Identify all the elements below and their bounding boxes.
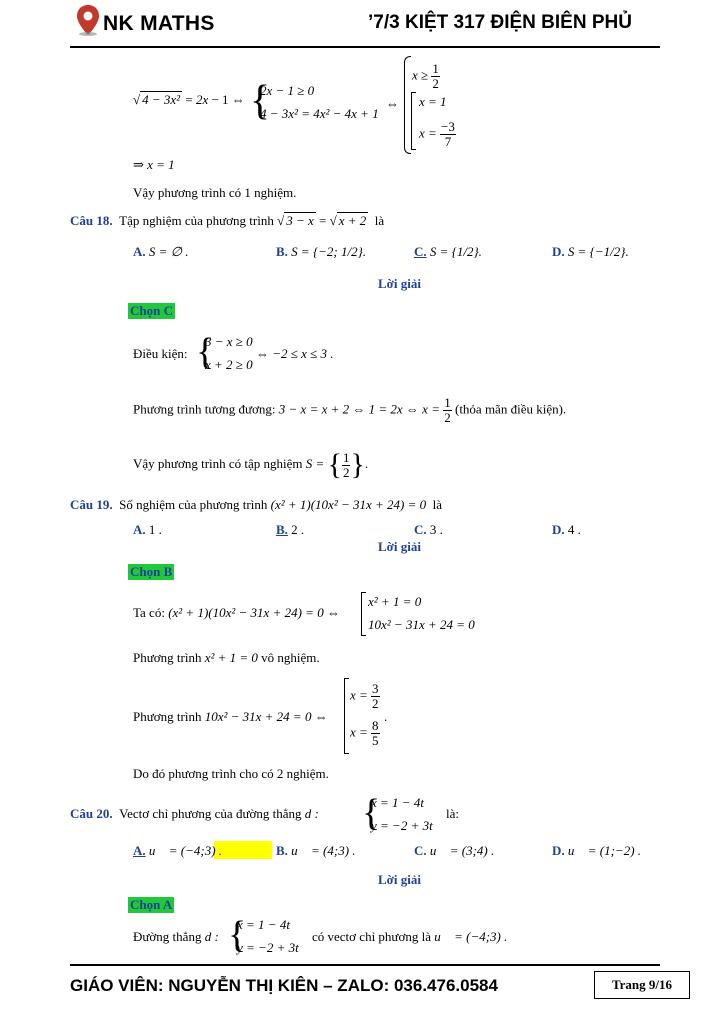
taco-expr: (x² + 1)(10x² − 31x + 24) = 0	[168, 605, 324, 620]
frac-num: 1	[444, 395, 451, 410]
option-text: u⃗ = (4;3) .	[291, 843, 356, 858]
prev-cond-text: x ≥	[412, 67, 429, 83]
frac-neg	[440, 120, 456, 149]
q20-p2: y = −2 + 3t	[371, 818, 433, 833]
brand-title: NK MATHS	[103, 12, 215, 35]
option-text: S = {−1/2}.	[567, 244, 629, 259]
q18-cond-r2: x + 2 ≥ 0	[205, 357, 253, 372]
frac-num: 1	[432, 61, 439, 76]
sol-vec: u⃗ = (−4;3) .	[434, 929, 508, 944]
q20-option-c[interactable]	[414, 843, 494, 859]
highlight-mark	[214, 841, 272, 859]
prev-cond	[412, 62, 440, 91]
q18-option-d[interactable]	[552, 244, 629, 260]
footer-divider	[70, 964, 660, 966]
brace-2	[404, 56, 411, 154]
frac-num: 3	[372, 681, 379, 696]
frac-den: 2	[444, 410, 451, 425]
q19-root2: x = $\frac{8}{5}$	[350, 718, 379, 748]
option-text: 1 .	[148, 522, 162, 537]
prev-lhs: √ 4 − 3x² = 2x − 1 ⇔	[133, 92, 245, 107]
q20-sol-end	[312, 929, 507, 945]
frac-den: 7	[444, 134, 452, 149]
prev-sys-row1: 2x − 1 ≥ 0	[260, 83, 315, 98]
q20-sol-p1: x = 1 − 4t	[237, 917, 290, 932]
frac-num: 8	[372, 718, 379, 733]
page-number: Trang 9/16	[594, 971, 690, 999]
option-text: 3 .	[429, 522, 443, 537]
brace-q20: {	[362, 792, 381, 834]
bracket-inner	[411, 92, 416, 150]
q18-option-a[interactable]	[133, 244, 189, 260]
sol-label: Đường thẳng	[133, 929, 202, 944]
frac-half	[431, 62, 440, 91]
q20-d: d :	[304, 806, 319, 821]
line1-end: vô nghiệm.	[261, 650, 320, 665]
q18-equiv	[133, 396, 566, 425]
frac-half	[443, 396, 452, 425]
q20-sol-p2: y = −2 + 3t	[237, 940, 299, 955]
q19-c-r2: 10x² − 31x + 24 = 0	[368, 617, 475, 632]
q19-taco: Ta có: (x² + 1)(10x² − 31x + 24) = 0 ⇔	[133, 605, 340, 620]
brace-1: {	[250, 78, 271, 124]
prev-conclusion: Vậy phương trình có 1 nghiệm.	[133, 185, 297, 200]
q19-text-end: là	[432, 497, 443, 512]
q20-text-end: là:	[446, 806, 459, 821]
q19-option-c[interactable]	[414, 522, 443, 538]
prev-iff: ⇔	[386, 96, 399, 111]
q18-text: Tập nghiệm của phương trình	[119, 213, 274, 228]
line1-expr: x² + 1 = 0	[204, 650, 258, 665]
frac-den: 2	[372, 696, 379, 711]
line2-label: Phương trình	[133, 709, 202, 724]
q19-label: Câu 19.	[70, 497, 113, 512]
q20-option-b[interactable]	[276, 843, 356, 859]
option-text: S = ∅ .	[148, 244, 189, 259]
footer-teacher: GIÁO VIÊN: NGUYỄN THỊ KIÊN – ZALO: 036.476.0584	[70, 976, 498, 995]
option-label: A.	[133, 843, 146, 858]
option-label: D.	[552, 244, 565, 259]
q20-option-d[interactable]	[552, 843, 641, 859]
option-label: D.	[552, 522, 565, 537]
option-label: A.	[133, 522, 146, 537]
option-text: S = {−2; 1/2}.	[291, 244, 367, 259]
prev-implies: ⇒ x = 1	[133, 157, 175, 172]
set-label: Vậy phương trình có tập nghiệm	[133, 455, 303, 471]
equiv-label: Phương trình tương đương:	[133, 401, 276, 417]
equiv-note: (thỏa mãn điều kiện).	[454, 401, 567, 417]
option-label: B.	[276, 843, 288, 858]
q19-solution-title: Lời giải	[378, 539, 421, 554]
option-label: D.	[552, 843, 565, 858]
q19-option-b[interactable]	[276, 522, 304, 538]
option-text: u⃗ = (3;4) .	[429, 843, 495, 858]
option-text: S = {1/2}.	[429, 244, 482, 259]
prev-sys-row2: 4 − 3x² = 4x² − 4x + 1	[260, 106, 379, 121]
option-label: C.	[414, 244, 427, 259]
bracket-roots	[344, 678, 349, 754]
q20-option-a[interactable]	[133, 843, 222, 859]
q19-expr: (x² + 1)(10x² − 31x + 24) = 0	[270, 497, 427, 512]
q18-text-end: là	[374, 213, 385, 228]
q20-sol-label	[133, 929, 219, 945]
q19-option-a[interactable]	[133, 522, 162, 538]
q20-label: Câu 20.	[70, 806, 113, 821]
q18-choice: Chọn C	[130, 303, 173, 318]
option-text: u⃗ = (1;−2) .	[567, 843, 642, 858]
q19-line2	[133, 709, 328, 725]
q18-solution-title: Lời giải	[378, 276, 421, 291]
q20-choice: Chọn A	[130, 897, 173, 912]
bracket-q19	[361, 592, 366, 636]
frac-den: 2	[432, 76, 439, 91]
q18-line	[70, 213, 384, 229]
q18-label: Câu 18.	[70, 213, 113, 228]
frac-root2	[371, 719, 380, 748]
brace-3: {	[196, 331, 215, 373]
q18-cond-result: ⇔ −2 ≤ x ≤ 3 .	[256, 346, 334, 361]
frac-num: −3	[441, 119, 455, 134]
q18-eq: √ 3 − x = √ x + 2	[277, 213, 367, 228]
header-address: ’7/3 KIỆT 317 ĐIỆN BIÊN PHỦ	[368, 12, 632, 33]
prev-r1: x = 1	[419, 94, 447, 109]
brace-q20-sol: {	[228, 914, 247, 956]
option-text: 2 .	[291, 522, 305, 537]
prev-r2	[419, 120, 456, 149]
q20-p1: x = 1 − 4t	[371, 795, 424, 810]
q19-conclusion: Do đó phương trình cho có 2 nghiệm.	[133, 766, 329, 781]
q19-c-r1: x² + 1 = 0	[368, 594, 422, 609]
header-divider	[70, 46, 660, 48]
frac-den: 2	[342, 464, 350, 480]
line1-label: Phương trình	[133, 650, 202, 665]
q18-option-c[interactable]	[414, 244, 482, 260]
option-label: C.	[414, 522, 427, 537]
q18-set: Vậy phương trình có tập nghiệm S = { $\frac{1}{2}$ }.	[133, 448, 369, 481]
frac-den: 5	[372, 733, 379, 748]
q19-line1	[133, 650, 320, 666]
frac-root1	[371, 682, 380, 711]
q20-text: Vectơ chỉ phương của đường thẳng	[119, 806, 302, 821]
sol-end: có vectơ chỉ phương là	[312, 929, 431, 944]
q18-cond-label: Điều kiện:	[133, 346, 188, 361]
taco-label: Ta có:	[133, 605, 165, 620]
q19-text: Số nghiệm của phương trình	[119, 497, 268, 512]
option-label: B.	[276, 522, 288, 537]
q18-cond-r1: 3 − x ≥ 0	[205, 334, 253, 349]
location-pin-icon	[76, 4, 100, 36]
option-label: B.	[276, 244, 288, 259]
q18-option-b[interactable]	[276, 244, 366, 260]
q19-option-d[interactable]	[552, 522, 581, 538]
q19-root1: x = $\frac{3}{2}$	[350, 681, 379, 711]
frac-num: 1	[342, 449, 350, 465]
line2-expr: 10x² − 31x + 24 = 0 ⇔	[204, 709, 328, 724]
q19-choice: Chọn B	[130, 564, 173, 579]
equiv-expr: 3 − x = x + 2 ⇔ 1 = 2x ⇔ x =	[278, 401, 440, 417]
q20-solution-title: Lời giải	[378, 872, 421, 887]
sol-d: d :	[204, 929, 219, 944]
q19-root-dot: .	[384, 709, 388, 724]
option-text: 4 .	[567, 522, 581, 537]
prev-r2-text: x =	[419, 125, 437, 141]
option-label: C.	[414, 843, 427, 858]
option-label: A.	[133, 244, 146, 259]
q20-line	[70, 806, 319, 822]
q19-line	[70, 497, 442, 513]
option-text: u⃗ = (−4;3) .	[148, 843, 223, 858]
